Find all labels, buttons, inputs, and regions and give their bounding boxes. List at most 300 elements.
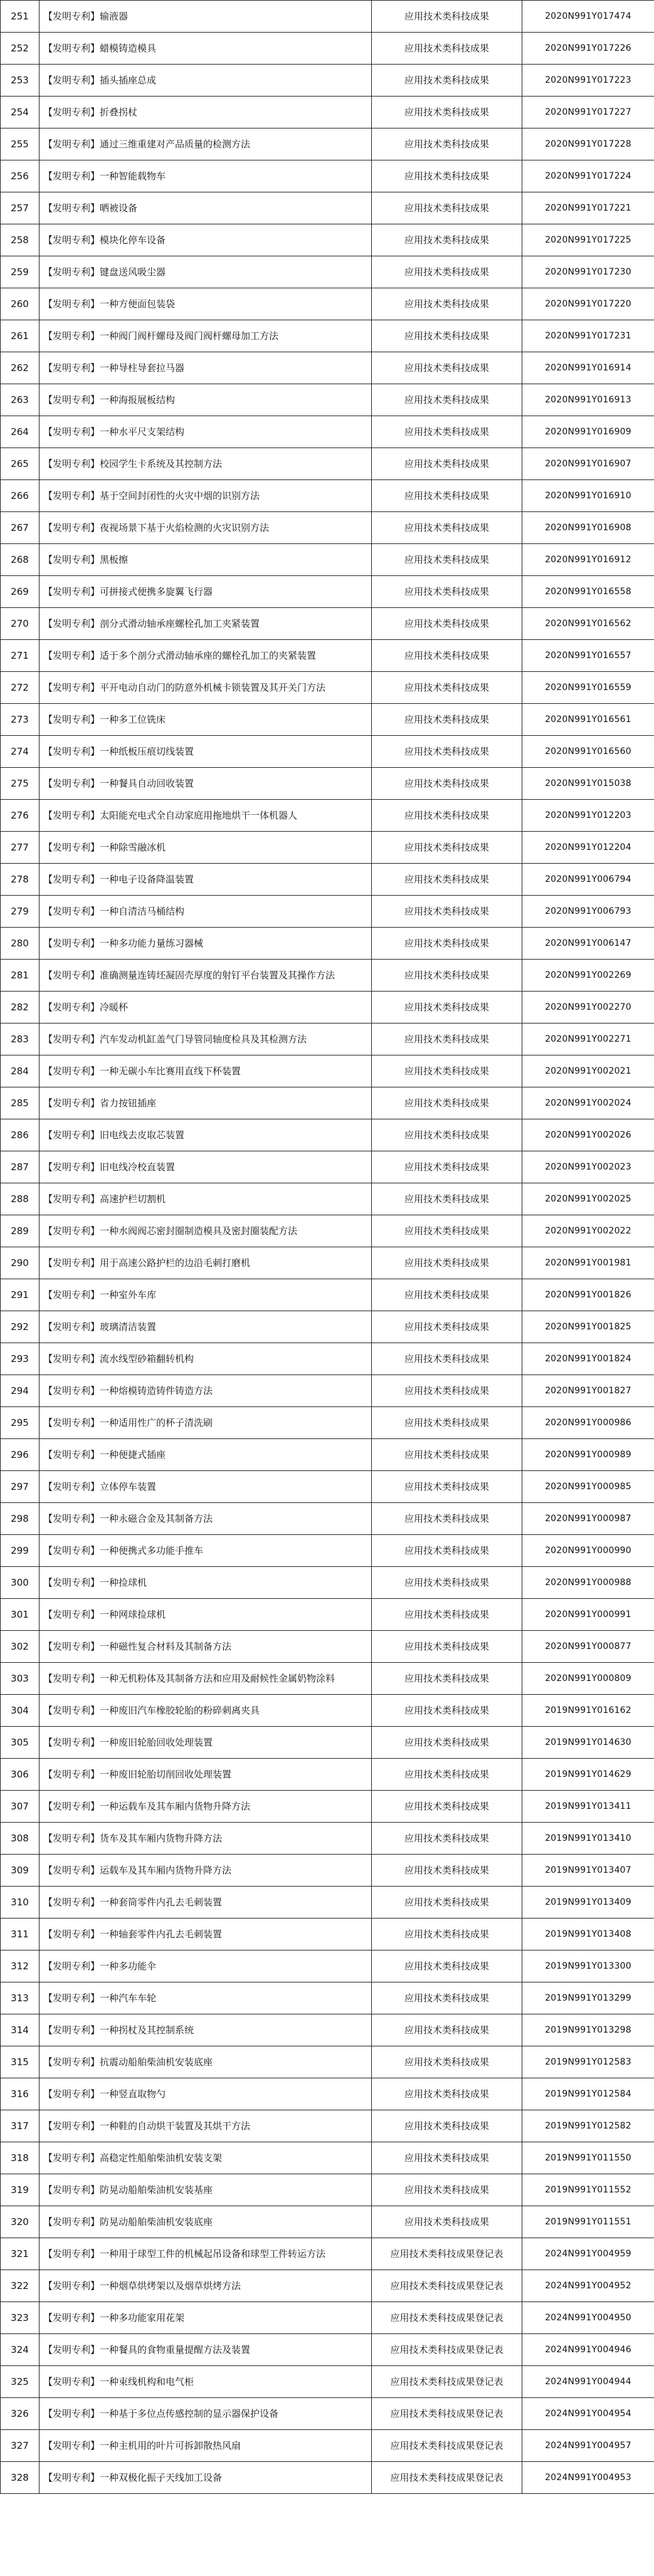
cell-achievement-name: 【发明专利】一种纸板压痕切线装置 bbox=[40, 736, 372, 768]
table-row bbox=[1, 1119, 654, 1151]
cell-achievement-type: 应用技术类科技成果 bbox=[372, 2078, 522, 2110]
cell-achievement-name: 【发明专利】防晃动船舶柴油机安装底座 bbox=[40, 2206, 372, 2238]
cell-achievement-type: 应用技术类科技成果 bbox=[372, 2110, 522, 2142]
cell-registration-code: 2024N991Y004959 bbox=[522, 2238, 654, 2270]
cell-number: 312 bbox=[1, 1950, 40, 1982]
cell-achievement-type: 应用技术类科技成果 bbox=[372, 1950, 522, 1982]
cell-achievement-type: 应用技术类科技成果 bbox=[372, 1759, 522, 1791]
table-row bbox=[1, 1695, 654, 1727]
table-row bbox=[1, 1183, 654, 1215]
cell-number: 326 bbox=[1, 2398, 40, 2430]
cell-achievement-name: 【发明专利】一种自清洁马桶结构 bbox=[40, 896, 372, 928]
cell-achievement-name: 【发明专利】一种用于球型工件的机械起吊设备和球型工件转运方法 bbox=[40, 2238, 372, 2270]
cell-achievement-type: 应用技术类科技成果登记表 bbox=[372, 2398, 522, 2430]
cell-registration-code: 2020N991Y006794 bbox=[522, 864, 654, 896]
cell-number: 256 bbox=[1, 160, 40, 192]
cell-registration-code: 2020N991Y000989 bbox=[522, 1439, 654, 1471]
cell-achievement-type: 应用技术类科技成果 bbox=[372, 192, 522, 224]
cell-achievement-name: 【发明专利】一种餐具的食物重量提醒方法及装置 bbox=[40, 2334, 372, 2366]
table-row bbox=[1, 1759, 654, 1791]
cell-achievement-name: 【发明专利】一种鞋的自动烘干装置及其烘干方法 bbox=[40, 2110, 372, 2142]
cell-achievement-name: 【发明专利】一种烟草烘烤架以及烟草烘烤方法 bbox=[40, 2270, 372, 2302]
table-row bbox=[1, 992, 654, 1024]
cell-achievement-name: 【发明专利】一种多功能家用花架 bbox=[40, 2302, 372, 2334]
cell-achievement-name: 【发明专利】输液器 bbox=[40, 1, 372, 33]
cell-number: 252 bbox=[1, 33, 40, 65]
cell-achievement-type: 应用技术类科技成果 bbox=[372, 672, 522, 704]
cell-achievement-name: 【发明专利】夜视场景下基于火焰检测的火灾识别方法 bbox=[40, 512, 372, 544]
cell-achievement-name: 【发明专利】玻璃清洁装置 bbox=[40, 1311, 372, 1343]
table-row bbox=[1, 576, 654, 608]
cell-number: 291 bbox=[1, 1279, 40, 1311]
cell-achievement-name: 【发明专利】插头插座总成 bbox=[40, 65, 372, 97]
cell-achievement-type: 应用技术类科技成果 bbox=[372, 1471, 522, 1503]
cell-number: 263 bbox=[1, 384, 40, 416]
cell-achievement-name: 【发明专利】太阳能充电式全自动家庭用拖地烘干一体机器人 bbox=[40, 800, 372, 832]
cell-achievement-name: 【发明专利】冷暖杯 bbox=[40, 992, 372, 1024]
cell-number: 305 bbox=[1, 1727, 40, 1759]
cell-achievement-type: 应用技术类科技成果 bbox=[372, 2174, 522, 2206]
cell-registration-code: 2020N991Y017223 bbox=[522, 65, 654, 97]
cell-number: 306 bbox=[1, 1759, 40, 1791]
cell-number: 258 bbox=[1, 224, 40, 256]
cell-number: 289 bbox=[1, 1215, 40, 1247]
cell-number: 259 bbox=[1, 256, 40, 288]
cell-number: 251 bbox=[1, 1, 40, 33]
cell-registration-code: 2019N991Y013411 bbox=[522, 1791, 654, 1823]
table-row bbox=[1, 1950, 654, 1982]
cell-achievement-name: 【发明专利】平开电动自动门的防意外机械卡锁装置及其开关门方法 bbox=[40, 672, 372, 704]
cell-registration-code: 2020N991Y016561 bbox=[522, 704, 654, 736]
cell-number: 290 bbox=[1, 1247, 40, 1279]
cell-registration-code: 2020N991Y001824 bbox=[522, 1343, 654, 1375]
cell-number: 284 bbox=[1, 1055, 40, 1087]
cell-achievement-name: 【发明专利】一种电子设备降温装置 bbox=[40, 864, 372, 896]
cell-registration-code: 2020N991Y001826 bbox=[522, 1279, 654, 1311]
cell-registration-code: 2020N991Y000990 bbox=[522, 1535, 654, 1567]
table-body bbox=[1, 1, 654, 2494]
cell-achievement-name: 【发明专利】省力按钮插座 bbox=[40, 1087, 372, 1119]
cell-registration-code: 2019N991Y011552 bbox=[522, 2174, 654, 2206]
cell-registration-code: 2020N991Y006147 bbox=[522, 928, 654, 960]
cell-number: 327 bbox=[1, 2430, 40, 2462]
cell-achievement-name: 【发明专利】流水线型砂箱翻转机构 bbox=[40, 1343, 372, 1375]
cell-registration-code: 2020N991Y016914 bbox=[522, 352, 654, 384]
cell-registration-code: 2020N991Y017474 bbox=[522, 1, 654, 33]
cell-registration-code: 2020N991Y012204 bbox=[522, 832, 654, 864]
cell-achievement-type: 应用技术类科技成果 bbox=[372, 832, 522, 864]
cell-achievement-type: 应用技术类科技成果 bbox=[372, 992, 522, 1024]
cell-achievement-type: 应用技术类科技成果 bbox=[372, 1024, 522, 1055]
cell-achievement-type: 应用技术类科技成果 bbox=[372, 33, 522, 65]
cell-number: 272 bbox=[1, 672, 40, 704]
cell-registration-code: 2020N991Y017227 bbox=[522, 97, 654, 128]
cell-registration-code: 2020N991Y016557 bbox=[522, 640, 654, 672]
cell-number: 313 bbox=[1, 1982, 40, 2014]
cell-achievement-name: 【发明专利】折叠拐杖 bbox=[40, 97, 372, 128]
cell-achievement-type: 应用技术类科技成果登记表 bbox=[372, 2302, 522, 2334]
table-row bbox=[1, 192, 654, 224]
table-row bbox=[1, 480, 654, 512]
table-row bbox=[1, 800, 654, 832]
cell-number: 267 bbox=[1, 512, 40, 544]
cell-number: 264 bbox=[1, 416, 40, 448]
cell-achievement-name: 【发明专利】立体停车装置 bbox=[40, 1471, 372, 1503]
cell-registration-code: 2024N991Y004944 bbox=[522, 2366, 654, 2398]
cell-achievement-type: 应用技术类科技成果登记表 bbox=[372, 2238, 522, 2270]
cell-achievement-type: 应用技术类科技成果 bbox=[372, 1343, 522, 1375]
table-row bbox=[1, 1887, 654, 1919]
cell-achievement-name: 【发明专利】适于多个剖分式滑动轴承座的螺栓孔加工的夹紧装置 bbox=[40, 640, 372, 672]
cell-achievement-name: 【发明专利】键盘送风吸尘器 bbox=[40, 256, 372, 288]
table-row bbox=[1, 2430, 654, 2462]
cell-number: 261 bbox=[1, 320, 40, 352]
cell-achievement-type: 应用技术类科技成果 bbox=[372, 1119, 522, 1151]
table-row bbox=[1, 2462, 654, 2494]
cell-achievement-name: 【发明专利】一种水平尺支架结构 bbox=[40, 416, 372, 448]
cell-number: 310 bbox=[1, 1887, 40, 1919]
table-row bbox=[1, 97, 654, 128]
cell-registration-code: 2020N991Y000985 bbox=[522, 1471, 654, 1503]
cell-registration-code: 2019N991Y011551 bbox=[522, 2206, 654, 2238]
cell-registration-code: 2019N991Y012582 bbox=[522, 2110, 654, 2142]
cell-number: 255 bbox=[1, 128, 40, 160]
cell-achievement-name: 【发明专利】一种方便面包装袋 bbox=[40, 288, 372, 320]
cell-registration-code: 2020N991Y000809 bbox=[522, 1663, 654, 1695]
cell-number: 302 bbox=[1, 1631, 40, 1663]
table-row bbox=[1, 1279, 654, 1311]
cell-number: 315 bbox=[1, 2046, 40, 2078]
cell-registration-code: 2020N991Y017228 bbox=[522, 128, 654, 160]
cell-achievement-name: 【发明专利】剖分式滑动轴承座螺栓孔加工夹紧装置 bbox=[40, 608, 372, 640]
cell-number: 298 bbox=[1, 1503, 40, 1535]
cell-achievement-name: 【发明专利】一种无碳小车比赛用直线下杯装置 bbox=[40, 1055, 372, 1087]
table-row bbox=[1, 672, 654, 704]
cell-number: 301 bbox=[1, 1599, 40, 1631]
cell-achievement-type: 应用技术类科技成果 bbox=[372, 97, 522, 128]
cell-achievement-type: 应用技术类科技成果 bbox=[372, 1567, 522, 1599]
cell-registration-code: 2020N991Y017226 bbox=[522, 33, 654, 65]
cell-registration-code: 2019N991Y012584 bbox=[522, 2078, 654, 2110]
cell-achievement-name: 【发明专利】一种阀门阀杆螺母及阀门阀杆螺母加工方法 bbox=[40, 320, 372, 352]
cell-achievement-type: 应用技术类科技成果 bbox=[372, 1791, 522, 1823]
cell-achievement-type: 应用技术类科技成果 bbox=[372, 1215, 522, 1247]
cell-achievement-type: 应用技术类科技成果 bbox=[372, 352, 522, 384]
cell-registration-code: 2020N991Y000991 bbox=[522, 1599, 654, 1631]
cell-number: 293 bbox=[1, 1343, 40, 1375]
cell-registration-code: 2020N991Y016912 bbox=[522, 544, 654, 576]
cell-number: 297 bbox=[1, 1471, 40, 1503]
cell-registration-code: 2020N991Y016907 bbox=[522, 448, 654, 480]
cell-registration-code: 2020N991Y002269 bbox=[522, 960, 654, 992]
table-row bbox=[1, 320, 654, 352]
cell-registration-code: 2020N991Y002024 bbox=[522, 1087, 654, 1119]
cell-number: 324 bbox=[1, 2334, 40, 2366]
cell-achievement-name: 【发明专利】晒被设备 bbox=[40, 192, 372, 224]
cell-registration-code: 2020N991Y001825 bbox=[522, 1311, 654, 1343]
table-row bbox=[1, 864, 654, 896]
cell-achievement-name: 【发明专利】一种便捷式插座 bbox=[40, 1439, 372, 1471]
cell-achievement-name: 【发明专利】防晃动船舶柴油机安装基座 bbox=[40, 2174, 372, 2206]
cell-number: 257 bbox=[1, 192, 40, 224]
table-row bbox=[1, 1151, 654, 1183]
cell-registration-code: 2024N991Y004950 bbox=[522, 2302, 654, 2334]
cell-achievement-name: 【发明专利】一种网球捡球机 bbox=[40, 1599, 372, 1631]
cell-achievement-name: 【发明专利】一种永磁合金及其制备方法 bbox=[40, 1503, 372, 1535]
cell-number: 281 bbox=[1, 960, 40, 992]
cell-achievement-name: 【发明专利】一种双极化振子天线加工设备 bbox=[40, 2462, 372, 2494]
cell-achievement-type: 应用技术类科技成果 bbox=[372, 224, 522, 256]
cell-achievement-name: 【发明专利】一种汽车车轮 bbox=[40, 1982, 372, 2014]
cell-registration-code: 2020N991Y000877 bbox=[522, 1631, 654, 1663]
cell-registration-code: 2024N991Y004954 bbox=[522, 2398, 654, 2430]
table-row bbox=[1, 2366, 654, 2398]
cell-registration-code: 2019N991Y013407 bbox=[522, 1855, 654, 1887]
table-row bbox=[1, 960, 654, 992]
table-row bbox=[1, 2174, 654, 2206]
cell-number: 318 bbox=[1, 2142, 40, 2174]
table-row bbox=[1, 2302, 654, 2334]
cell-achievement-name: 【发明专利】一种轴套零件内孔去毛刺装置 bbox=[40, 1919, 372, 1950]
cell-achievement-name: 【发明专利】一种废旧轮胎切削回收处理装置 bbox=[40, 1759, 372, 1791]
cell-registration-code: 2019N991Y013408 bbox=[522, 1919, 654, 1950]
cell-number: 294 bbox=[1, 1375, 40, 1407]
cell-achievement-name: 【发明专利】汽车发动机缸盖气门导管同轴度检具及其检测方法 bbox=[40, 1024, 372, 1055]
cell-number: 311 bbox=[1, 1919, 40, 1950]
cell-number: 265 bbox=[1, 448, 40, 480]
cell-number: 260 bbox=[1, 288, 40, 320]
cell-registration-code: 2020N991Y016908 bbox=[522, 512, 654, 544]
table-row bbox=[1, 2078, 654, 2110]
cell-achievement-type: 应用技术类科技成果 bbox=[372, 864, 522, 896]
cell-achievement-type: 应用技术类科技成果 bbox=[372, 1695, 522, 1727]
cell-registration-code: 2020N991Y015038 bbox=[522, 768, 654, 800]
table-row bbox=[1, 65, 654, 97]
cell-achievement-type: 应用技术类科技成果 bbox=[372, 512, 522, 544]
cell-number: 320 bbox=[1, 2206, 40, 2238]
cell-achievement-name: 【发明专利】可拼接式便携多旋翼飞行器 bbox=[40, 576, 372, 608]
cell-achievement-type: 应用技术类科技成果 bbox=[372, 1375, 522, 1407]
cell-number: 328 bbox=[1, 2462, 40, 2494]
cell-registration-code: 2024N991Y004953 bbox=[522, 2462, 654, 2494]
cell-number: 319 bbox=[1, 2174, 40, 2206]
cell-achievement-name: 【发明专利】一种主机用的叶片可拆卸散热风扇 bbox=[40, 2430, 372, 2462]
cell-achievement-type: 应用技术类科技成果 bbox=[372, 1503, 522, 1535]
cell-achievement-name: 【发明专利】高速护栏切割机 bbox=[40, 1183, 372, 1215]
cell-registration-code: 2020N991Y017224 bbox=[522, 160, 654, 192]
cell-achievement-type: 应用技术类科技成果 bbox=[372, 608, 522, 640]
cell-achievement-name: 【发明专利】基于空间封闭性的火灾中烟的识别方法 bbox=[40, 480, 372, 512]
cell-number: 282 bbox=[1, 992, 40, 1024]
table-row bbox=[1, 832, 654, 864]
cell-registration-code: 2020N991Y016913 bbox=[522, 384, 654, 416]
table-row bbox=[1, 1663, 654, 1695]
cell-achievement-name: 【发明专利】模块化停车设备 bbox=[40, 224, 372, 256]
cell-number: 317 bbox=[1, 2110, 40, 2142]
cell-registration-code: 2020N991Y017231 bbox=[522, 320, 654, 352]
cell-number: 285 bbox=[1, 1087, 40, 1119]
cell-number: 269 bbox=[1, 576, 40, 608]
cell-number: 322 bbox=[1, 2270, 40, 2302]
cell-number: 288 bbox=[1, 1183, 40, 1215]
table-row bbox=[1, 1407, 654, 1439]
cell-registration-code: 2019N991Y013410 bbox=[522, 1823, 654, 1855]
cell-registration-code: 2020N991Y002023 bbox=[522, 1151, 654, 1183]
cell-registration-code: 2020N991Y002025 bbox=[522, 1183, 654, 1215]
table-row bbox=[1, 736, 654, 768]
table-row bbox=[1, 288, 654, 320]
cell-achievement-type: 应用技术类科技成果 bbox=[372, 1823, 522, 1855]
cell-achievement-name: 【发明专利】准确测量连铸坯凝固壳厚度的射钉平台装置及其操作方法 bbox=[40, 960, 372, 992]
cell-achievement-name: 【发明专利】一种海报展板结构 bbox=[40, 384, 372, 416]
cell-number: 295 bbox=[1, 1407, 40, 1439]
cell-achievement-type: 应用技术类科技成果 bbox=[372, 576, 522, 608]
cell-achievement-type: 应用技术类科技成果 bbox=[372, 160, 522, 192]
cell-achievement-name: 【发明专利】一种拐杖及其控制系统 bbox=[40, 2014, 372, 2046]
cell-number: 325 bbox=[1, 2366, 40, 2398]
cell-number: 278 bbox=[1, 864, 40, 896]
cell-registration-code: 2020N991Y002021 bbox=[522, 1055, 654, 1087]
cell-achievement-type: 应用技术类科技成果 bbox=[372, 928, 522, 960]
cell-achievement-type: 应用技术类科技成果 bbox=[372, 1855, 522, 1887]
table-row bbox=[1, 448, 654, 480]
cell-registration-code: 2020N991Y016558 bbox=[522, 576, 654, 608]
table-row bbox=[1, 1535, 654, 1567]
table-row bbox=[1, 160, 654, 192]
cell-achievement-type: 应用技术类科技成果 bbox=[372, 288, 522, 320]
cell-number: 323 bbox=[1, 2302, 40, 2334]
cell-achievement-name: 【发明专利】运载车及其车厢内货物升降方法 bbox=[40, 1855, 372, 1887]
cell-number: 300 bbox=[1, 1567, 40, 1599]
cell-achievement-type: 应用技术类科技成果 bbox=[372, 1982, 522, 2014]
cell-achievement-type: 应用技术类科技成果 bbox=[372, 960, 522, 992]
table-row bbox=[1, 416, 654, 448]
table-row bbox=[1, 896, 654, 928]
table-row bbox=[1, 128, 654, 160]
table-row bbox=[1, 2334, 654, 2366]
table-row bbox=[1, 1855, 654, 1887]
table-row bbox=[1, 224, 654, 256]
cell-registration-code: 2020N991Y016910 bbox=[522, 480, 654, 512]
cell-achievement-name: 【发明专利】一种便携式多功能手推车 bbox=[40, 1535, 372, 1567]
cell-achievement-type: 应用技术类科技成果 bbox=[372, 480, 522, 512]
cell-registration-code: 2020N991Y000987 bbox=[522, 1503, 654, 1535]
cell-achievement-name: 【发明专利】一种餐具自动回收装置 bbox=[40, 768, 372, 800]
table-row bbox=[1, 640, 654, 672]
cell-number: 273 bbox=[1, 704, 40, 736]
cell-achievement-type: 应用技术类科技成果 bbox=[372, 1919, 522, 1950]
cell-achievement-type: 应用技术类科技成果 bbox=[372, 1311, 522, 1343]
cell-registration-code: 2020N991Y002026 bbox=[522, 1119, 654, 1151]
cell-registration-code: 2020N991Y017230 bbox=[522, 256, 654, 288]
cell-registration-code: 2020N991Y002270 bbox=[522, 992, 654, 1024]
cell-achievement-name: 【发明专利】黑板擦 bbox=[40, 544, 372, 576]
cell-number: 270 bbox=[1, 608, 40, 640]
cell-registration-code: 2020N991Y001981 bbox=[522, 1247, 654, 1279]
table-row bbox=[1, 1439, 654, 1471]
table-row bbox=[1, 2110, 654, 2142]
cell-number: 314 bbox=[1, 2014, 40, 2046]
cell-achievement-type: 应用技术类科技成果登记表 bbox=[372, 2270, 522, 2302]
cell-achievement-type: 应用技术类科技成果登记表 bbox=[372, 2334, 522, 2366]
cell-achievement-name: 【发明专利】一种适用性广的杯子清洗刷 bbox=[40, 1407, 372, 1439]
cell-achievement-type: 应用技术类科技成果 bbox=[372, 2142, 522, 2174]
table-row bbox=[1, 1, 654, 33]
table-row bbox=[1, 1919, 654, 1950]
cell-number: 321 bbox=[1, 2238, 40, 2270]
cell-achievement-name: 【发明专利】旧电线冷校直装置 bbox=[40, 1151, 372, 1183]
cell-achievement-name: 【发明专利】蜡模铸造模具 bbox=[40, 33, 372, 65]
cell-achievement-type: 应用技术类科技成果 bbox=[372, 320, 522, 352]
cell-registration-code: 2019N991Y013409 bbox=[522, 1887, 654, 1919]
cell-registration-code: 2020N991Y017221 bbox=[522, 192, 654, 224]
table-row bbox=[1, 1631, 654, 1663]
table-row bbox=[1, 768, 654, 800]
cell-achievement-name: 【发明专利】抗震动船舶柴油机安装底座 bbox=[40, 2046, 372, 2078]
cell-achievement-type: 应用技术类科技成果 bbox=[372, 736, 522, 768]
cell-number: 262 bbox=[1, 352, 40, 384]
table-row bbox=[1, 608, 654, 640]
cell-number: 279 bbox=[1, 896, 40, 928]
cell-achievement-name: 【发明专利】一种导柱导套拉马器 bbox=[40, 352, 372, 384]
cell-number: 266 bbox=[1, 480, 40, 512]
cell-number: 286 bbox=[1, 1119, 40, 1151]
cell-achievement-type: 应用技术类科技成果 bbox=[372, 1727, 522, 1759]
cell-achievement-type: 应用技术类科技成果 bbox=[372, 2014, 522, 2046]
cell-registration-code: 2020N991Y017220 bbox=[522, 288, 654, 320]
table-row bbox=[1, 2014, 654, 2046]
table-row bbox=[1, 1471, 654, 1503]
cell-number: 254 bbox=[1, 97, 40, 128]
cell-achievement-type: 应用技术类科技成果 bbox=[372, 800, 522, 832]
cell-achievement-type: 应用技术类科技成果 bbox=[372, 544, 522, 576]
cell-achievement-type: 应用技术类科技成果 bbox=[372, 1087, 522, 1119]
table-row bbox=[1, 512, 654, 544]
cell-achievement-name: 【发明专利】一种除雪融冰机 bbox=[40, 832, 372, 864]
cell-achievement-name: 【发明专利】一种多功能力量练习器械 bbox=[40, 928, 372, 960]
cell-achievement-name: 【发明专利】用于高速公路护栏的边沿毛刺打磨机 bbox=[40, 1247, 372, 1279]
cell-achievement-type: 应用技术类科技成果登记表 bbox=[372, 2366, 522, 2398]
table-row bbox=[1, 256, 654, 288]
cell-achievement-type: 应用技术类科技成果 bbox=[372, 640, 522, 672]
cell-achievement-type: 应用技术类科技成果 bbox=[372, 65, 522, 97]
table-row bbox=[1, 1823, 654, 1855]
table-row bbox=[1, 1727, 654, 1759]
cell-achievement-type: 应用技术类科技成果 bbox=[372, 1183, 522, 1215]
cell-registration-code: 2020N991Y016909 bbox=[522, 416, 654, 448]
table-row bbox=[1, 2238, 654, 2270]
cell-achievement-name: 【发明专利】一种室外车库 bbox=[40, 1279, 372, 1311]
cell-number: 283 bbox=[1, 1024, 40, 1055]
cell-number: 303 bbox=[1, 1663, 40, 1695]
cell-achievement-name: 【发明专利】一种智能载物车 bbox=[40, 160, 372, 192]
cell-number: 277 bbox=[1, 832, 40, 864]
cell-achievement-name: 【发明专利】旧电线去皮取芯装置 bbox=[40, 1119, 372, 1151]
cell-achievement-name: 【发明专利】一种废旧轮胎回收处理装置 bbox=[40, 1727, 372, 1759]
cell-achievement-name: 【发明专利】货车及其车厢内货物升降方法 bbox=[40, 1823, 372, 1855]
table-row bbox=[1, 384, 654, 416]
cell-registration-code: 2019N991Y013300 bbox=[522, 1950, 654, 1982]
cell-registration-code: 2020N991Y006793 bbox=[522, 896, 654, 928]
cell-number: 296 bbox=[1, 1439, 40, 1471]
cell-achievement-type: 应用技术类科技成果登记表 bbox=[372, 2430, 522, 2462]
cell-number: 292 bbox=[1, 1311, 40, 1343]
cell-number: 253 bbox=[1, 65, 40, 97]
cell-achievement-name: 【发明专利】通过三维重建对产品质量的检测方法 bbox=[40, 128, 372, 160]
cell-number: 304 bbox=[1, 1695, 40, 1727]
cell-achievement-name: 【发明专利】一种多工位铣床 bbox=[40, 704, 372, 736]
table-row bbox=[1, 33, 654, 65]
